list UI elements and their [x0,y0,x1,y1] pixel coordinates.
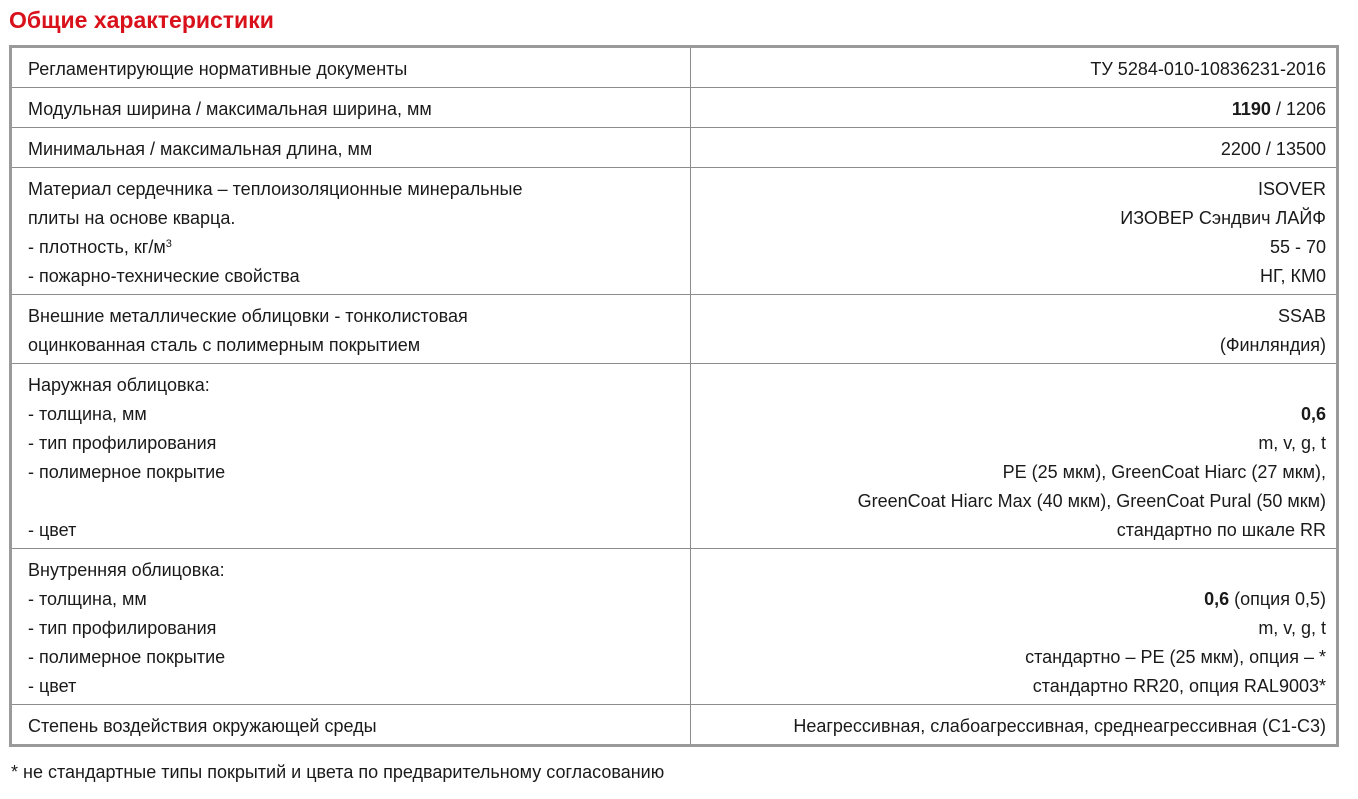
label-line: Степень воздействия окружающей среды [28,716,377,736]
row-value [691,168,1338,295]
value-line: стандартно – PE (25 мкм), опция – * [1025,647,1326,667]
label-line: - полимерное покрытие [28,462,226,482]
row-label [11,549,691,705]
footnote: * не стандартные типы покрытий и цвета по предварительному согласованию [11,762,665,782]
row-value [691,705,1338,746]
value-rest: / 1206 [1270,99,1326,119]
label-line: - цвет [28,676,77,696]
row-label [11,47,691,88]
value-line: Неагрессивная, слабоагрессивная, среднеагрессивная (С1-С3) [793,716,1326,736]
row-value [691,364,1338,549]
table-row [11,168,1338,295]
value-line-spacer [701,371,1326,400]
label-line: Материал сердечника – теплоизоляционные минеральные [28,179,523,199]
row-value [691,549,1338,705]
value-line: 0,6 [1300,404,1326,424]
value-line: стандартно по шкале RR [1116,520,1326,540]
table-row [11,128,1338,168]
value-line: 2200 / 13500 [1220,139,1326,159]
value-line: стандартно RR20, опция RAL9003* [1032,676,1326,696]
label-line: - полимерное покрытие [28,647,226,667]
row-label [11,705,691,746]
label-line: Наружная облицовка: [28,375,210,395]
value-line-spacer [701,556,1326,585]
label-line: - тип профилирования [28,618,217,638]
row-value [691,128,1338,168]
row-label [11,88,691,128]
table-row [11,549,1338,705]
table-row [11,88,1338,128]
label-line: Модульная ширина / максимальная ширина, мм [28,99,432,119]
table-row [11,295,1338,364]
label-line: - толщина, мм [28,589,147,609]
label-line: - пожарно-технические свойства [28,266,300,286]
label-line: - толщина, мм [28,404,147,424]
value-line: ISOVER [1257,179,1326,199]
value-line [701,95,1326,124]
row-value [691,88,1338,128]
label-line: - тип профилирования [28,433,217,453]
label-line-spacer [28,487,680,516]
value-bold: 1190 [1231,99,1271,119]
label-line: плиты на основе кварца. [28,208,236,228]
table-row [11,364,1338,549]
label-line: - цвет [28,520,77,540]
value-bold: 0,6 [1204,589,1230,609]
value-line: ИЗОВЕР Сэндвич ЛАЙФ [1120,208,1326,228]
table-row [11,705,1338,746]
row-label [11,128,691,168]
label-line: Внутренняя облицовка: [28,560,225,580]
specs-table [9,45,1339,747]
value-line: SSAB [1277,306,1326,326]
label-line: Регламентирующие нормативные документы [28,59,408,79]
label-line [28,233,680,262]
value-line [701,585,1326,614]
value-line: ТУ 5284-010-10836231-2016 [1090,59,1326,79]
value-line: (Финляндия) [1219,335,1326,355]
value-line: GreenCoat Hiarc Max (40 мкм), GreenCoat Pural (50 мкм) [857,491,1326,511]
value-line: 55 - 70 [1269,237,1326,257]
row-label [11,168,691,295]
label-line: оцинкованная сталь с полимерным покрытием [28,335,421,355]
row-label [11,295,691,364]
value-line: НГ, КМ0 [1259,266,1326,286]
table-row [11,47,1338,88]
value-line: m, v, g, t [1258,618,1326,638]
page-title: Общие характеристики [9,7,274,33]
row-value [691,47,1338,88]
density-label: - плотность, кг/м [28,237,166,257]
value-line: m, v, g, t [1258,433,1326,453]
density-unit-superscript: 3 [165,238,172,250]
row-value [691,295,1338,364]
row-label [11,364,691,549]
label-line: Минимальная / максимальная длина, мм [28,139,373,159]
value-line: PE (25 мкм), GreenCoat Hiarc (27 мкм), [1002,462,1326,482]
value-rest: (опция 0,5) [1229,589,1326,609]
label-line: Внешние металлические облицовки - тонколистовая [28,306,468,326]
